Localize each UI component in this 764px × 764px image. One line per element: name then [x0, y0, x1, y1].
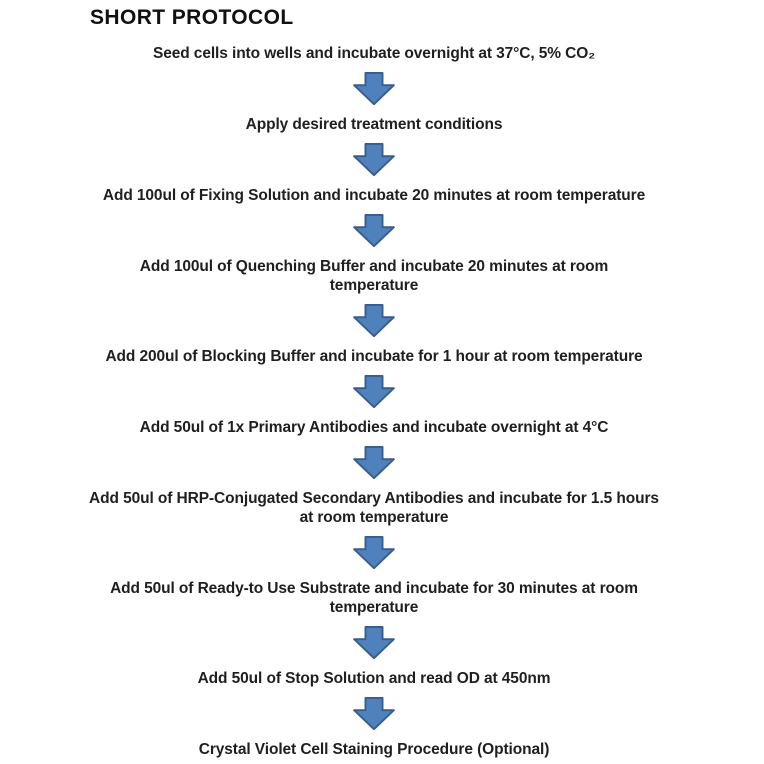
protocol-step-6: Add 50ul of 1x Primary Antibodies and incubate overnight at 4°C	[139, 419, 609, 436]
down-arrow-icon	[351, 374, 397, 410]
protocol-step-2: Apply desired treatment conditions	[245, 116, 503, 133]
protocol-step-10: Crystal Violet Cell Staining Procedure (Optional)	[198, 741, 550, 758]
protocol-step-7: Add 50ul of HRP-Conjugated Secondary Antibodies and incubate for 1.5 hours at room temperature	[89, 490, 659, 526]
down-arrow-icon	[351, 303, 397, 339]
protocol-step-5: Add 200ul of Blocking Buffer and incubate for 1 hour at room temperature	[105, 348, 643, 365]
down-arrow-icon	[351, 142, 397, 178]
protocol-step-1: Seed cells into wells and incubate overnight at 37°C, 5% CO₂	[152, 45, 596, 62]
protocol-step-4: Add 100ul of Quenching Buffer and incubate 20 minutes at room temperature	[139, 258, 609, 294]
down-arrow-icon	[351, 445, 397, 481]
protocol-step-9: Add 50ul of Stop Solution and read OD at 450nm	[197, 670, 551, 687]
protocol-flow	[0, 44, 748, 759]
page-title: SHORT PROTOCOL	[90, 6, 294, 29]
down-arrow-icon	[351, 213, 397, 249]
protocol-step-3: Add 100ul of Fixing Solution and incubate 20 minutes at room temperature	[102, 187, 646, 204]
down-arrow-icon	[351, 625, 397, 661]
protocol-step-8: Add 50ul of Ready-to Use Substrate and incubate for 30 minutes at room temperature	[110, 580, 638, 616]
down-arrow-icon	[351, 535, 397, 571]
down-arrow-icon	[351, 696, 397, 732]
down-arrow-icon	[351, 71, 397, 107]
